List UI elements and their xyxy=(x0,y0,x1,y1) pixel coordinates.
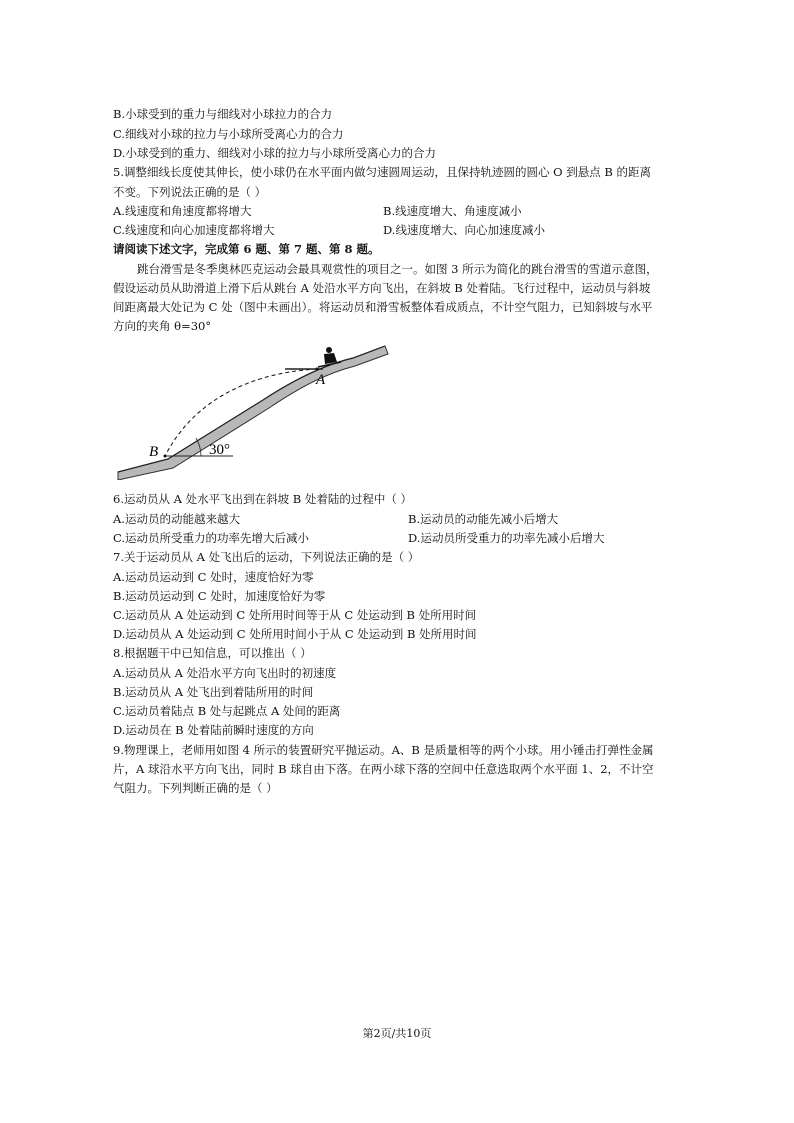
q8-option-a: A.运动员从 A 处沿水平方向飞出时的初速度 xyxy=(113,666,337,680)
q8-option-b: B.运动员从 A 处飞出到着陆所用的时间 xyxy=(113,685,314,699)
q9-stem-line1: 9.物理课上，老师用如图 4 所示的装置研究平抛运动。A、B 是质量相等的两个小球。用小锤击打弹性金属 xyxy=(113,743,654,757)
q5-option-a: A.线速度和角速度都将增大 xyxy=(113,204,252,218)
point-a xyxy=(316,368,319,371)
q6-option-b: B.运动员的动能先减小后增大 xyxy=(408,512,559,526)
point-b xyxy=(164,455,167,458)
q9-stem-line2: 片，A 球沿水平方向飞出，同时 B 球自由下落。在两小球下落的空间中任意选取两个水平面 1、2，不计空 xyxy=(113,762,654,776)
q5-option-c: C.线速度和向心加速度都将增大 xyxy=(113,223,275,237)
passage-line4: 方向的夹角 θ=30° xyxy=(113,319,212,333)
q7-option-b: B.运动员运动到 C 处时，加速度恰好为零 xyxy=(113,589,326,603)
ski-jump-figure xyxy=(113,342,393,480)
q5-option-b: B.线速度增大、角速度减小 xyxy=(383,204,522,218)
q9-stem-line3: 气阻力。下列判断正确的是（ ） xyxy=(113,781,278,795)
q7-option-d: D.运动员从 A 处运动到 C 处所用时间小于从 C 处运动到 B 处所用时间 xyxy=(113,627,477,641)
q8-option-c: C.运动员着陆点 B 处与起跳点 A 处间的距离 xyxy=(113,704,341,718)
q7-stem: 7.关于运动员从 A 处飞出后的运动，下列说法正确的是（ ） xyxy=(113,550,420,564)
q8-stem: 8.根据题干中已知信息，可以推出（ ） xyxy=(113,646,312,660)
passage-line2: 假设运动员从助滑道上滑下后从跳台 A 处沿水平方向飞出，在斜坡 B 处着陆。飞行过程中，运动员与斜坡 xyxy=(113,281,651,295)
passage-line1: 跳台滑雪是冬季奥林匹克运动会最具观赏性的项目之一。如图 3 所示为简化的跳台滑雪的雪道示意图， xyxy=(137,262,658,276)
reading-intro: 请阅读下述文字，完成第 6 题、第 7 题、第 8 题。 xyxy=(113,242,380,256)
q6-option-c: C.运动员所受重力的功率先增大后减小 xyxy=(113,531,310,545)
q7-option-c: C.运动员从 A 处运动到 C 处所用时间等于从 C 处运动到 B 处所用时间 xyxy=(113,608,477,622)
q6-option-d: D.运动员所受重力的功率先减小后增大 xyxy=(408,531,605,545)
q6-option-a: A.运动员的动能越来越大 xyxy=(113,512,240,526)
passage-line3: 间距离最大处记为 C 处（图中未画出）。将运动员和滑雪板整体看成质点，不计空气阻力，已知斜坡与水平 xyxy=(113,300,653,314)
q6-stem: 6.运动员从 A 处水平飞出到在斜坡 B 处着陆的过程中（ ） xyxy=(113,492,413,506)
q5-stem-line1: 5.调整细线长度使其伸长，使小球仍在水平面内做匀速圆周运动，且保持轨迹圆的圆心 O 到悬点 B 的距离 xyxy=(113,165,651,179)
slope-band xyxy=(118,346,388,480)
q4-option-c: C.细线对小球的拉力与小球所受离心力的合力 xyxy=(113,127,344,141)
q4-option-b: B.小球受到的重力与细线对小球拉力的合力 xyxy=(113,107,333,121)
q8-option-d: D.运动员在 B 处着陆前瞬时速度的方向 xyxy=(113,723,314,737)
label-a: A xyxy=(316,372,326,388)
q5-stem-line2: 不变。下列说法正确的是（ ） xyxy=(113,185,267,199)
q4-option-d: D.小球受到的重力、细线对小球的拉力与小球所受离心力的合力 xyxy=(113,146,436,160)
page-footer: 第2页/共10页 xyxy=(362,1027,432,1040)
q5-option-d: D.线速度增大、向心加速度减小 xyxy=(383,223,545,237)
label-b: B xyxy=(149,444,159,460)
q7-option-a: A.运动员运动到 C 处时，速度恰好为零 xyxy=(113,570,314,584)
angle-label: 30° xyxy=(209,442,230,458)
